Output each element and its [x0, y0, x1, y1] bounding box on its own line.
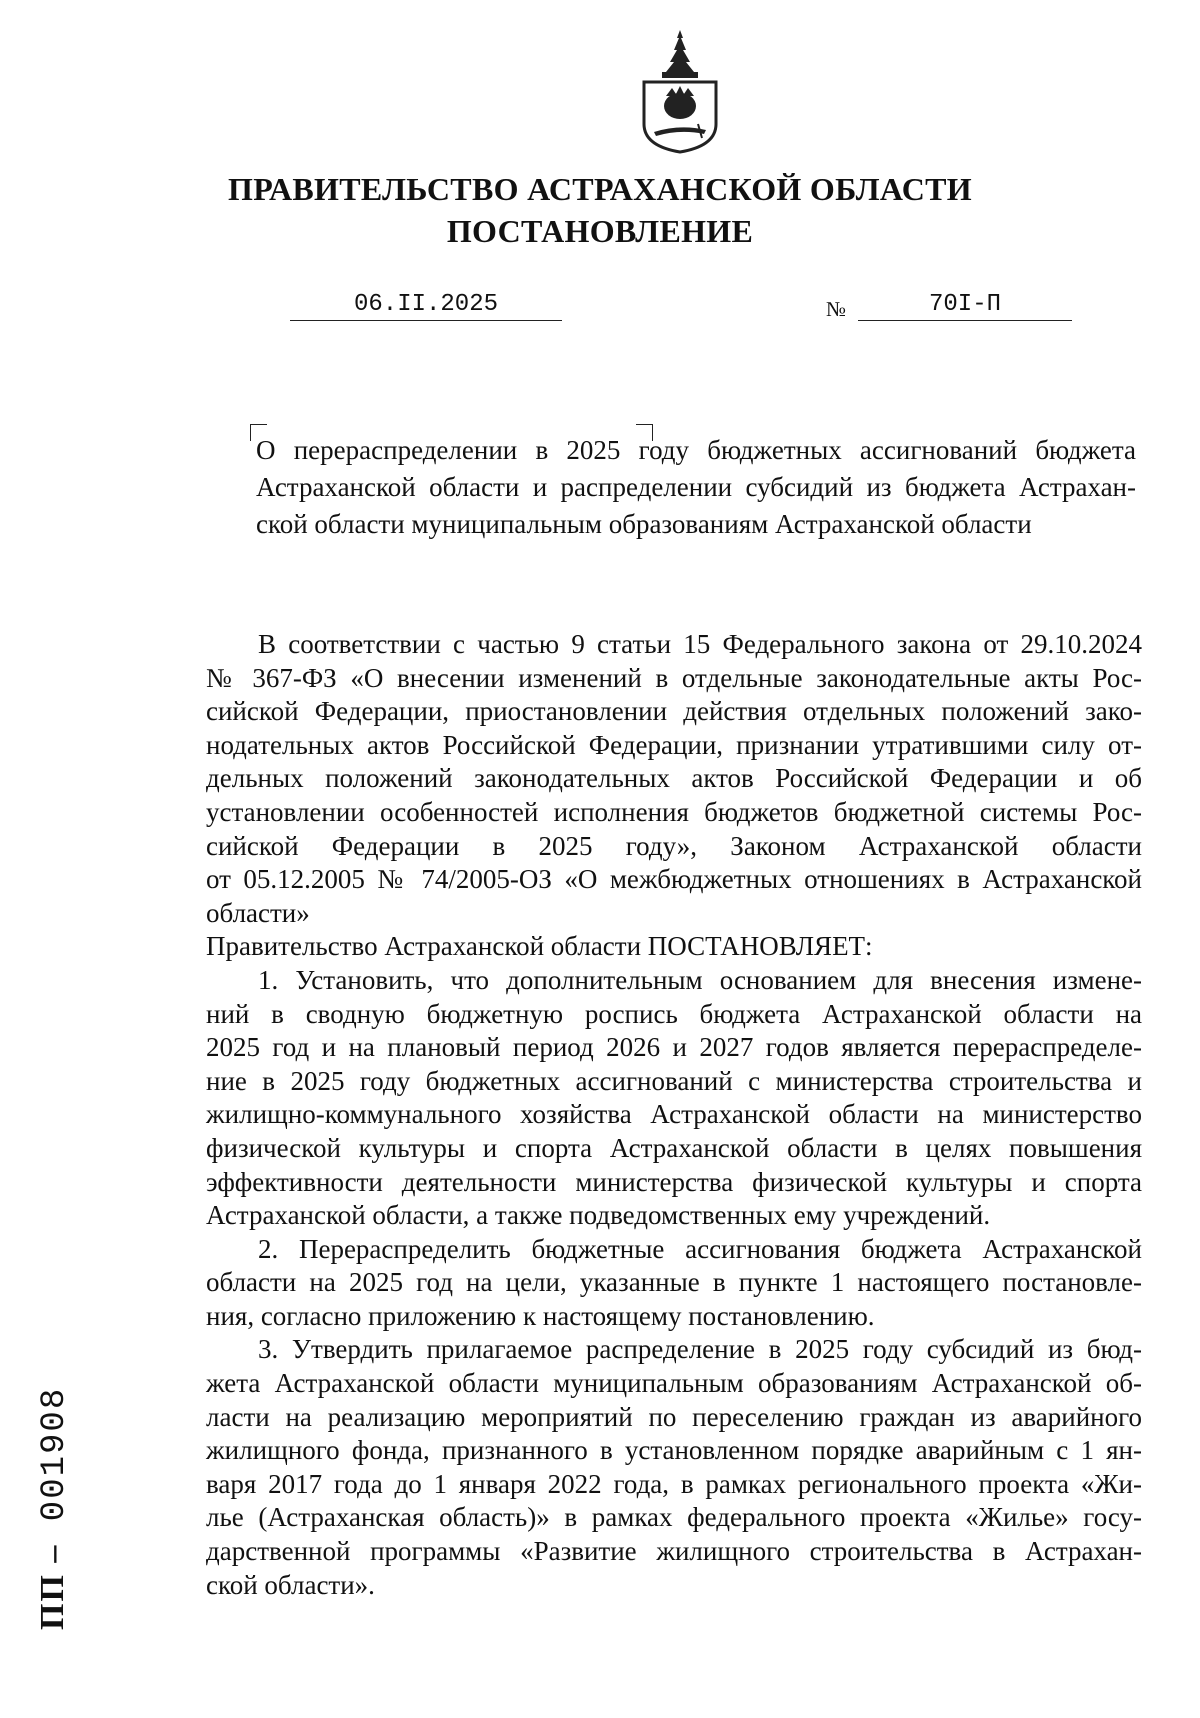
preamble-line: установлении особенностей исполнения бюджетов бюджетной системы Рос- [206, 796, 1142, 827]
preamble-line: сийской Федерации, приостановлении действия отдельных положений зако- [206, 696, 1142, 727]
decree-item-2 [206, 1233, 1142, 1334]
preamble-paragraph [206, 628, 1142, 930]
subject-line: О перераспределении в 2025 году бюджетных ассигнований бюджета [256, 435, 1136, 465]
document-header [0, 168, 1200, 252]
item-line: эффективности деятельности министерства физической культуры и спорта [206, 1166, 1142, 1197]
preamble-line: от 05.12.2005 № 74/2005-ОЗ «О межбюджетных отношениях в Астраханской [206, 864, 1142, 895]
document-type: ПОСТАНОВЛЕНИЕ [446, 213, 754, 249]
item-line: жета Астраханской области муниципальным образованиям Астраханской об- [206, 1368, 1142, 1399]
preamble-line: сийской Федерации в 2025 году», Законом Астраханской области [206, 830, 1142, 861]
item-line: области на 2025 год на цели, указанные в пункте 1 настоящего постановле- [206, 1267, 1142, 1298]
item-line: дарственной программы «Развитие жилищного строительства в Астрахан- [206, 1536, 1142, 1567]
stamp-prefix: ПП – [34, 1543, 71, 1630]
government-name: ПРАВИТЕЛЬСТВО АСТРАХАНСКОЙ ОБЛАСТИ [228, 171, 972, 207]
registration-stamp [28, 1370, 78, 1630]
subject-line: ской области муниципальным образованиям Астраханской области [256, 509, 1032, 539]
stamp-number: 001908 [36, 1386, 74, 1522]
item-line: ний в сводную бюджетную роспись бюджета Астраханской области на [206, 998, 1142, 1029]
item-line: ния, согласно приложению к настоящему постановлению. [206, 1300, 875, 1331]
decree-body [206, 628, 1142, 1602]
preamble-line: нодательных актов Российской Федерации, признании утратившими силу от- [206, 729, 1142, 760]
astrakhan-coat-of-arms-icon [638, 28, 722, 156]
item-line: физической культуры и спорта Астраханской области в целях повышения [206, 1132, 1142, 1163]
item-line: 2. Перераспределить бюджетные ассигнования бюджета Астраханской [258, 1233, 1142, 1264]
item-line: ние в 2025 году бюджетных ассигнований с министерства строительства и [206, 1065, 1142, 1096]
decree-item-1 [206, 964, 1142, 1233]
item-line: варя 2017 года до 1 января 2022 года, в рамках регионального проекта «Жи- [206, 1468, 1142, 1499]
item-line: Астраханской области, а также подведомственных ему учреждений. [206, 1200, 991, 1231]
item-line: ласти на реализацию мероприятий по переселению граждан из аварийного [206, 1401, 1142, 1432]
decree-item-3 [206, 1333, 1142, 1602]
subject-line: Астраханской области и распределении субсидий из бюджета Астрахан- [256, 472, 1136, 502]
item-line: 2025 год и на плановый период 2026 и 2027 годов является перераспределе- [206, 1032, 1142, 1063]
number-sign: № [826, 297, 847, 321]
item-line: жилищно-коммунального хозяйства Астраханской области на министерство [206, 1099, 1142, 1130]
preamble-line: области» [206, 897, 310, 928]
preamble-line: дельных положений законодательных актов Российской Федерации и об [206, 763, 1142, 794]
item-line: 1. Установить, что дополнительным основанием для внесения измене- [258, 964, 1142, 995]
preamble-line: В соответствии с частью 9 статьи 15 Федерального закона от 29.10.2024 [258, 629, 1142, 659]
item-line: ской области». [206, 1569, 375, 1600]
decree-date: 06.II.2025 [290, 290, 562, 321]
item-line: лье (Астраханская область)» в рамках федерального проекта «Жилье» госу- [206, 1502, 1142, 1533]
decree-subject [256, 432, 1136, 543]
item-line: жилищного фонда, признанного в установленном порядке аварийным с 1 ян- [206, 1435, 1142, 1466]
decree-number: 70I-П [858, 290, 1072, 321]
item-line: 3. Утвердить прилагаемое распределение в 2025 году субсидий из бюд- [258, 1334, 1142, 1365]
preamble-line: № 367-ФЗ «О внесении изменений в отдельные законодательные акты Рос- [206, 662, 1142, 693]
decree-resolution-line: Правительство Астраханской области ПОСТАНОВЛЯЕТ: [206, 931, 873, 962]
